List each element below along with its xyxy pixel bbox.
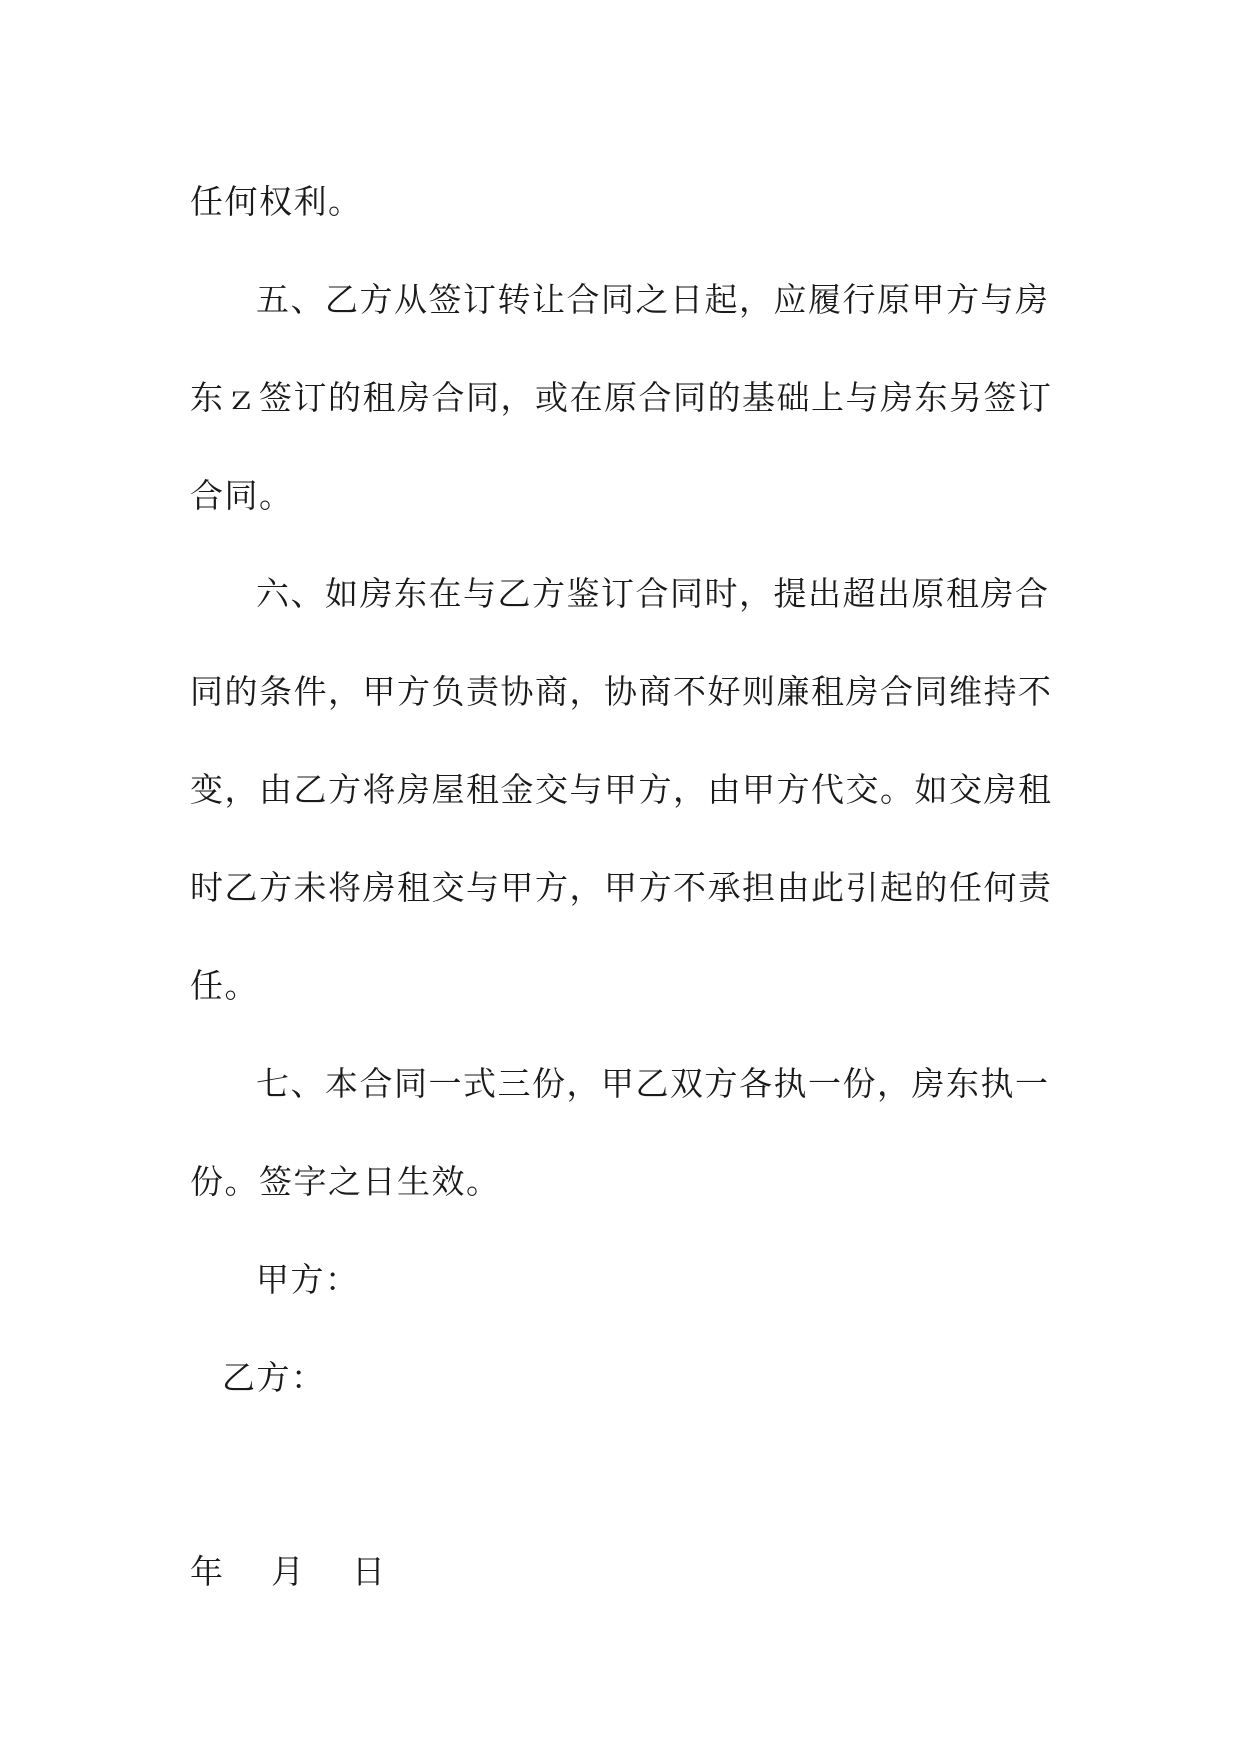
paragraph-7-line-2: 份。签字之日生效。: [190, 1162, 501, 1201]
paragraph-6-line-4: 时乙方未将房租交与甲方，甲方不承担由此引起的任何责: [190, 868, 1053, 907]
paragraph-6-line-3: 变，由乙方将房屋租金交与甲方，由甲方代交。如交房租: [190, 770, 1053, 809]
party-b-signature: 乙方：: [222, 1358, 326, 1397]
paragraph-4-tail: 任何权利。: [190, 182, 363, 221]
date-line: 年 月 日: [190, 1552, 387, 1591]
party-a-signature: 甲方：: [256, 1260, 360, 1299]
paragraph-6-line-1: 六、如房东在与乙方鉴订合同时，提出超出原租房合: [256, 574, 1050, 613]
paragraph-6-line-5: 任。: [190, 966, 259, 1005]
paragraph-5-line-2: 东ｚ签订的租房合同，或在原合同的基础上与房东另签订: [190, 378, 1053, 417]
paragraph-5-line-1: 五、乙方从签订转让合同之日起，应履行原甲方与房: [256, 280, 1050, 319]
paragraph-5-line-3: 合同。: [190, 476, 294, 515]
paragraph-6-line-2: 同的条件，甲方负责协商，协商不好则廉租房合同维持不: [190, 672, 1053, 711]
paragraph-7-line-1: 七、本合同一式三份，甲乙双方各执一份，房东执一: [256, 1064, 1050, 1103]
